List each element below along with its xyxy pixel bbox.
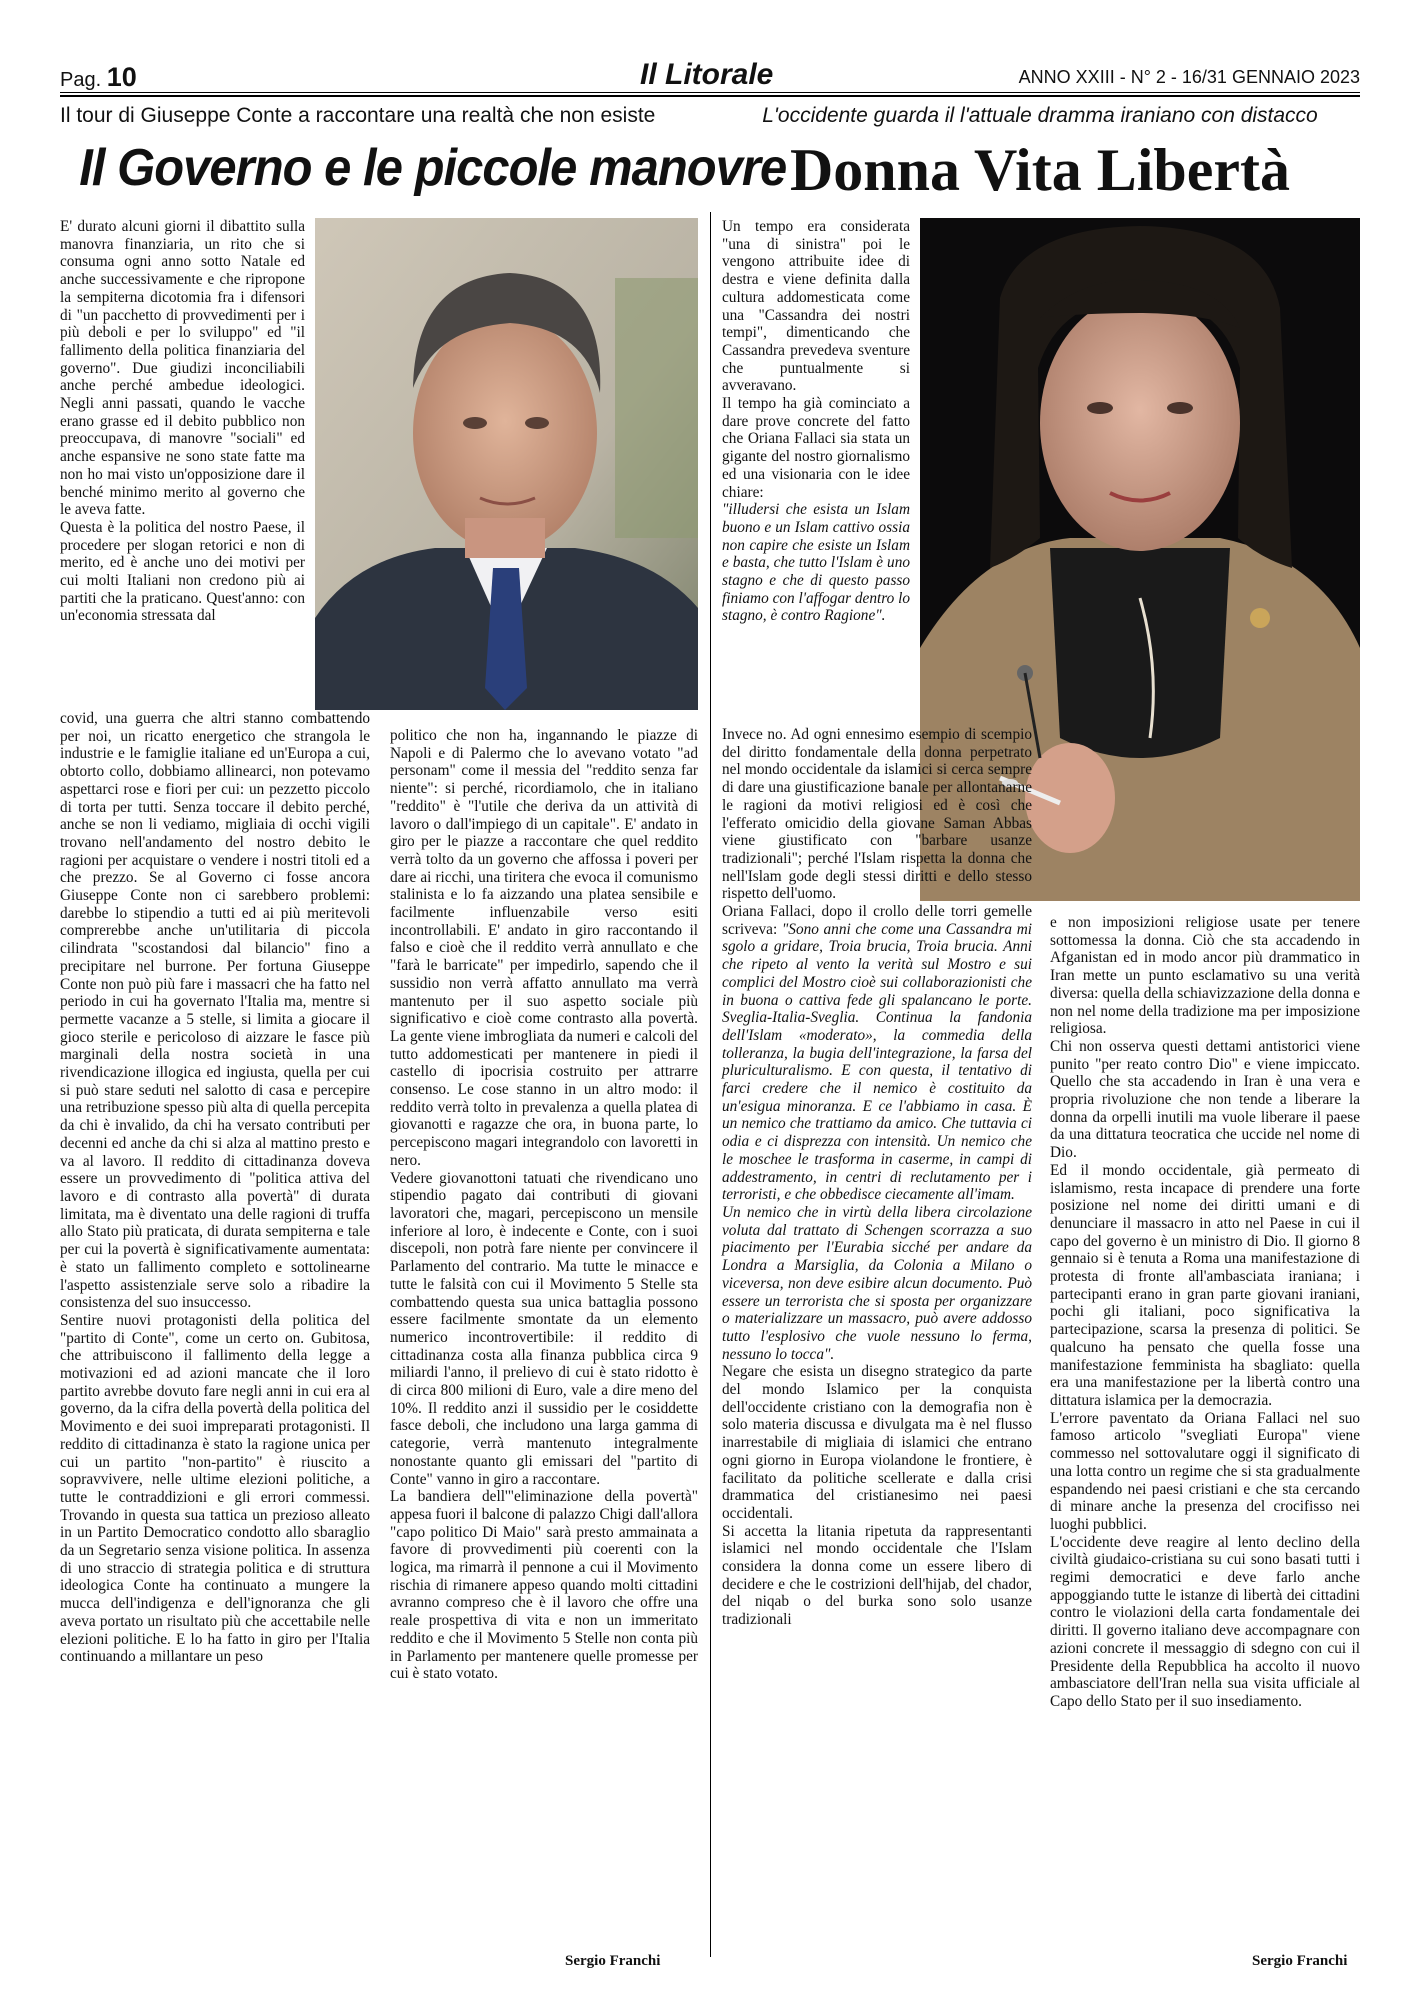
left-headline: Il Governo e le piccole manovre [79, 139, 787, 197]
left-kicker: Il tour di Giuseppe Conte a raccontare una realtà che non esiste [60, 104, 656, 127]
paragraph: Ed il mondo occidentale, già permeato di islamismo, resta incapace di prendere una forte posizione nel nome dei diritti umani e di denunciare il massacro in atto nel Paese in cui il capo del governo è un ministro di Dio. Il giorno 8 gennaio si è tenuta a Roma una manifestazione di protesta di fronte all'ambasciata iraniana; i partecipanti erano in gran parte giovani iraniani, pochi gli italiani, poco significativa la partecipazione, scarsa la presenza di politici. Se qualcuno ha pensato che quella fosse una manifestazione femminista ha sbagliato: quella era una manifestazione per la libertà contro una dittatura islamica per la democrazia. [1050, 1161, 1360, 1409]
header-rule [60, 92, 1360, 93]
paragraph: Il tempo ha già cominciato a dare prove concrete del fatto che Oriana Fallaci sia stata un gigante del nostro giornalismo ed una visionaria con le idee chiare: [722, 395, 910, 501]
quote: Un nemico che in virtù della libera circolazione voluta dal trattato di Schengen scorrazza a suo piacimento per l'Eurabia sicché per andare da Londra a Marsiglia, da Colonia a Milano o viceversa, non deve esibire alcun documento. Può essere un terrorista che si sposta per organizzare o materializzare un massacro, può avere addosso tutto l'esplosivo che vuole nessuno lo ferma, nessuno lo tocca". [722, 1203, 1032, 1363]
paragraph: L'errore paventato da Oriana Fallaci nel suo famoso articolo "svegliati Europa" viene commesso nel sottovalutare oggi il significato di una lotta contro un regime che si sta gradualmente espandendo nei paesi cristiani e che sta cercando di minare anche la presenza del crocifisso nei luoghi pubblici. [1050, 1409, 1360, 1533]
right-col1-top [722, 218, 910, 625]
paragraph: Negare che esista un disegno strategico da parte del mondo Islamico per la conquista dell'occidente cristiano con la demografia non è solo materia discussa e divulgata ma è nel flusso inarrestabile di migliaia di islamici che entrano ogni giorno in Europa violandone le frontiere, è facilitato da politiche scellerate e dalla crisi drammatica del cristianesimo nei paesi occidentali. [722, 1363, 1032, 1522]
paragraph: Si accetta la litania ripetuta da rappresentanti islamici nel mondo occidentale che l'Islam considera la donna come un essere libero di decidere e che le costrizioni dell'hijab, del chador, del niqab o del burka sono solo usanze tradizionali [722, 1522, 1032, 1629]
conte-photo [315, 218, 698, 710]
paragraph: Un tempo era considerata "una di sinistra" poi le vengono attribuite idee di destra e viene definita dalla cultura addomesticata come una "Cassandra dei nostri tempi", dimenticando che Cassandra prevedeva sventure che puntualmente si avveravano. [722, 218, 910, 395]
paragraph: Sentire nuovi protagonisti della politica del "partito di Conte", come un certo on. Gubitosa, che attribuiscono il fallimento della legge a motivazioni ed ad azioni mancate che il loro partito avrebbe dovuto fare negli anni in cui era al governo, da la cifra della povertà della politica del Movimento e dei suoi impreparati protagonisti. Il reddito di cittadinanza è stato la ragione unica per cui un partito "non-partito" è riuscito a sopravvivere, nelle ultime elezioni politiche, a tutte le contraddizioni e gli errori commessi. Trovando in questa sua tattica un prezioso alleato in un Partito Democratico condotto allo sbaraglio da un Segretario senza visione politica. In assenza di uno straccio di strategia politica e di struttura ideologica Conte ha continuato a mungere la mucca dell'indigenza e dell'ignoranza che gli aveva portato un risultato più che accettabile nelle elezioni politiche. E lo ha fatto in giro per l'Italia continuando a millantare un peso [60, 1311, 370, 1666]
quote: "illudersi che esista un Islam buono e un Islam cattivo ossia non capire che esiste un Islam e basta, che tutto l'Islam è uno stagno e che di questo passo finiamo con l'affogar dentro lo stagno, è contro Ragione". [722, 501, 910, 625]
issue-info: ANNO XXIII - N° 2 - 16/31 GENNAIO 2023 [1018, 67, 1360, 87]
lead-in: Oriana Fallaci, dopo il crollo delle torri gemelle scriveva: [722, 903, 1032, 938]
paragraph: e non imposizioni religiose usate per tenere sottomessa la donna. Ciò che sta accadendo in Afganistan ed in modo ancor più drammatico in Iran mette un punto esclamativo su una verità diversa: quella della schiavizzazione della donna e non nel nome della tradizione ma per imposizione religiosa. [1050, 914, 1360, 1038]
paragraph: La bandiera dell'"eliminazione della povertà" appesa fuori il balcone di palazzo Chigi dall'allora "capo politico Di Maio" sarà presto ammainata a favore di provvedimenti più coerenti con la logica, ma rimarrà il pennone a cui il Movimento rischia di rimanere appeso quando molti cittadini avranno compreso che è il lavoro che offre una reale prospettiva di vita e non un immeritato reddito e che il Movimento 5 Stelle non conta più in Parlamento per mantenere quelle promesse per cui è stato votato. [390, 1488, 698, 1683]
column-divider [710, 212, 711, 1957]
left-col1-top [60, 218, 305, 625]
right-kicker: L'occidente guarda il l'attuale dramma iraniano con distacco [762, 104, 1318, 127]
masthead: Il Litorale [640, 58, 774, 91]
paragraph: covid, una guerra che altri stanno combattendo per noi, un ricatto energetico che strangola le industrie e le famiglie italiane ed un'Europa a cui, obtorto collo, dobbiamo allinearci, non potevamo aspettarci rose e fiori per cui: un pezzetto piccolo di torta per tutti. Senza toccare il debito perché, anche se non li vediamo, migliaia di occhi vigili trovano nell'andamento del nostro debito le ragioni per acquistare o vendere i nostri titoli ed a che prezzo. Se al Governo ci fosse ancora Giuseppe Conte non ci sarebbero problemi: darebbe lo stipendio a tutti ed ai più meritevoli comprerebbe anche un'utilitaria di piccola cilindrata "scostandosi dal bilancio" fino a precipitare nel burrone. Per fortuna Giuseppe Conte non può più fare i massacri che ha fatto nel periodo in cui ha governato l'Italia ma, mentre si permette vacanze a 5 stelle, si limita a giocare il gioco sterile e pericoloso di aizzare le fasce più marginali della nostra società in una rivendicazione illogica ed ingiusta, quella per cui si può stare seduti nel salotto di casa e percepire una retribuzione spesso più alta di quella percepita da chi è invalido, da chi ha versato contributi per decenni ed anche da chi si alza al mattino presto e va al lavoro. Il reddito di cittadinanza doveva essere un provvedimento di "politica attiva del lavoro e di contrasto alla povertà" di durata limitata, ma è diventato una delle ragioni di truffa allo Stato più praticata, di durata sempiterna e tale per cui la povertà è significativamente aumentata: è stato un fallimento completo e sottolinearne l'aspetto assistenziale serve solo a ribadire la consistenza del suo insuccesso. [60, 710, 370, 1312]
right-headline: Donna Vita Libertà [789, 137, 1291, 203]
left-signature: Sergio Franchi [565, 1953, 661, 1969]
paragraph: L'occidente deve reagire al lento declino della civiltà giudaico-cristiana su cui sono basati tutti i regimi democratici e deve farlo anche appoggiando tutte le istanze di libertà dei cittadini contro le violazioni della carta fondamentale dei diritti. Il governo italiano deve accompagnare con azioni concrete il messaggio di sdegno con cui il Presidente della Repubblica ha accolto il nuovo ambasciatore dell'Iran nella sua visita ufficiale al Capo dello Stato per il suo insediamento. [1050, 1533, 1360, 1710]
portrait-image [315, 218, 698, 710]
quote: "Sono anni che come una Cassandra mi sgolo a gridare, Troia brucia, Troia brucia. Anni che ripeto al vento la verità sul Mostro e sui complici del Mostro cioè sui collaborazionisti che in buona o cattiva fede gli spalancano le porte. Sveglia-Italia-Sveglia. Continua la fandonia dell'Islam «moderato», la commedia della tolleranza, la bugia dell'integrazione, la farsa del pluriculturalismo. E con questa, il tentativo di farci credere che il nemico è costituito da un'esigua minoranza. E ce l'abbiamo in casa. È un nemico che trattiamo da amico. Che tuttavia ci odia e ci disprezza con intensità. Un nemico che le moschee le trasforma in caserme, in campi di addestramento, in centri di reclutamento per i terroristi, e che obbedisce ciecamente all'imam. [722, 920, 1032, 1204]
right-signature: Sergio Franchi [1252, 1953, 1348, 1969]
paragraph: Invece no. Ad ogni ennesimo esempio di scempio del diritto fondamentale della donna perpetrato nel mondo occidentale da islamici si cerca sempre di dare una giustificazione banale per allontanarne le ragioni da motivi religiosi ed è così che l'efferato omicidio della giovane Saman Abbas viene giustificato con "barbare usanze tradizionali"; perché l'Islam rispetta la donna che nell'Islam gode degli stessi diritti e dello stesso rispetto dell'uomo. [722, 726, 1032, 903]
paragraph: E' durato alcuni giorni il dibattito sulla manovra finanziaria, un rito che si consuma ogni anno sotto Natale ed anche successivamente e che ripropone la sempiterna dicotomia fra i difensori di "un pacchetto di provvedimenti per i più deboli e per lo sviluppo" ed "il fallimento della politica finanziaria del governo". Due giudizi inconciliabili anche perché ambedue ideologici. Negli anni passati, quando le vacche erano grasse ed il debito pubblico non preoccupava, di manovre "sociali" ed anche espansive ne sono state fatte ma non ho mai visto un'opposizione dare il benché minimo merito al governo che le aveva fatte. [60, 218, 305, 519]
page-number-label: Pag. 10 [60, 62, 137, 92]
paragraph: Questa è la politica del nostro Paese, il procedere per slogan retorici e non di merito, ed è anche uno dei motivi per cui molti Italiani non credono più ai partiti che la praticano. Quest'anno: con un'economia stressata dal [60, 518, 305, 625]
right-col1-bottom [722, 726, 1032, 1629]
page-number: 10 [106, 62, 137, 92]
left-col2 [390, 727, 698, 1683]
left-col1-bottom [60, 710, 370, 1666]
paragraph: Chi non osserva questi dettami antistorici viene punito "per reato contro Dio" e viene impiccato. Quello che sta accadendo in Iran è una vera e propria rivoluzione che non tende a liberare la donna da orpelli inutili ma vuole liberare il paese da una dittatura teocratica che uccide nel nome di Dio. [1050, 1037, 1360, 1162]
right-col2 [1050, 914, 1360, 1711]
paragraph: politico che non ha, ingannando le piazze di Napoli e di Palermo che lo avevano votato "ad personam" come il messia del "reddito senza far niente": si perché, ricordiamolo, che in italiano "reddito" è "l'utile che deriva da un attività di lavoro o dall'impiego di un capitale". E' andato in giro per le piazze a raccontare che quel reddito verrà tolto da un governo che affossa i poveri per dare ai ricchi, una tiritera che evoca il comunismo stalinista e lo fa aizzando una platea sensibile e facilmente influenzabile verso esiti incontrollabili. E' andato in giro raccontando il falso e cioè che il reddito verrà annullato e che "farà le barricate" per impedirlo, sapendo che il sussidio non verrà affatto annullato ma verrà mantenuto per il suo aspetto sociale più significativo e cioè come contrasto alla povertà. La gente viene imbrogliata da numeri e calcoli del tutto addomesticati per mantenere in piedi il castello di ipocrisia costruito per attrarre consenso. Le cose stanno in un altro modo: il reddito verrà tolto in prevalenza a quella platea di giovanotti e ragazze che ora, in buona parte, lo percepiscono magari integrandolo con lavoretti in nero. [390, 727, 698, 1169]
header-rule-bold [60, 95, 1360, 97]
paragraph: Vedere giovanottoni tatuati che rivendicano uno stipendio pagato dai contributi di giovani lavoratori che, magari, percepiscono un mensile inferiore al loro, è indecente e Conte, con i suoi discepoli, non potrà fare niente per convincere il Parlamento del contrario. Ma tutte le minacce e tutte le falsità con cui il Movimento 5 Stelle sta combattendo questa sua unica battaglia possono essere facilmente smontate da un elemento numerico incontrovertibile: il reddito di cittadinanza costa alla finanza pubblica circa 9 miliardi l'anno, il prelievo di cui è stato ridotto è di circa 800 milioni di Euro, vale a dire meno del 10%. Il reddito anzi il sussidio per le cosiddette fasce deboli, che includono una larga gamma di categorie, verrà mantenuto integralmente nonostante quanto gli emissari del "partito di Conte" vanno in giro a raccontare. [390, 1169, 698, 1488]
paragraph [722, 903, 1032, 1204]
